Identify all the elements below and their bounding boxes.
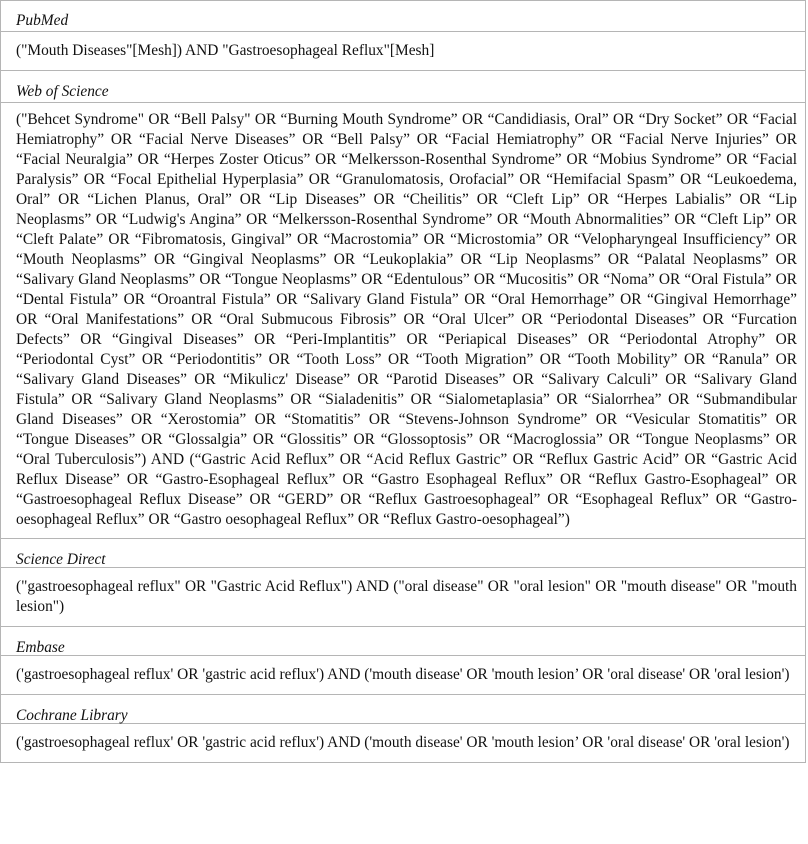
- table-row: [1, 539, 806, 568]
- query-cell: [1, 103, 806, 539]
- query-cell: [1, 32, 806, 71]
- database-name: Science Direct: [16, 551, 106, 568]
- table-row: [1, 627, 806, 656]
- search-query: ("gastroesophageal reflux" OR "Gastric Acid Reflux") AND ("oral disease" OR "oral lesion" OR "mouth disease" OR "mouth lesion"): [16, 578, 797, 615]
- table-row: [1, 71, 806, 103]
- search-query: ('gastroesophageal reflux' OR 'gastric acid reflux') AND ('mouth disease' OR 'mouth lesion’ OR 'oral disease' OR 'oral lesion'): [16, 734, 790, 751]
- database-name: Cochrane Library: [16, 707, 128, 724]
- table-row: [1, 695, 806, 724]
- search-query: ("Mouth Diseases"[Mesh]) AND "Gastroesophageal Reflux"[Mesh]: [16, 42, 435, 59]
- table-row: [1, 656, 806, 695]
- query-cell: [1, 656, 806, 695]
- table-row: [1, 568, 806, 627]
- table-row: [1, 32, 806, 71]
- search-query: ("Behcet Syndrome" OR “Bell Palsy" OR “Burning Mouth Syndrome” OR “Candidiasis, Oral” OR “Dry Socket” OR “Facial Hemiatrophy” OR “Facial Nerve Diseases” OR “Bell Palsy” OR “Facial Hemiatrophy” OR “Facial Nerve Injuries” OR “Facial Neuralgia” OR “Herpes Zoster Oticus” OR “Melkersson-Rosenthal Syndrome” OR “Mobius Syndrome” OR “Facial Paralysis” OR “Focal Epithelial Hyperplasia” OR “Granulomatosis, Orofacial” OR “Hemifacial Spasm” OR “Leukoedema, Oral” OR “Lichen Planus, Oral” OR “Lip Diseases” OR “Cheilitis” OR “Cleft Lip” OR “Herpes Labialis” OR “Lip Neoplasms” OR “Ludwig's Angina” OR “Melkersson-Rosenthal Syndrome” OR “Mouth Abnormalities” OR “Cleft Lip” OR “Cleft Palate” OR “Fibromatosis, Gingival” OR “Macrostomia” OR “Microstomia” OR “Velopharyngeal Insufficiency” OR “Mouth Neoplasms” OR “Gingival Neoplasms” OR “Leukoplakia” OR “Lip Neoplasms” OR “Palatal Neoplasms” OR “Salivary Gland Neoplasms” OR “Tongue Neoplasms” OR “Edentulous” OR “Mucositis” OR “Noma” OR “Oral Fistula” OR “Dental Fistula” OR “Oroantral Fistula” OR “Salivary Gland Fistula” OR “Oral Hemorrhage” OR “Gingival Hemorrhage” OR “Oral Manifestations” OR “Oral Submucous Fibrosis” OR “Oral Ulcer” OR “Periodontal Diseases” OR “Furcation Defects” OR “Gingival Diseases” OR “Peri-Implantitis” OR “Periapical Diseases” OR “Periodontal Atrophy” OR “Periodontal Cyst” OR “Periodontitis” OR “Tooth Loss” OR “Tooth Migration” OR “Tooth Mobility” OR “Ranula” OR “Salivary Gland Diseases” OR “Mikulicz' Disease” OR “Parotid Diseases” OR “Salivary Calculi” OR “Salivary Gland Fistula” OR “Salivary Gland Neoplasms” OR “Sialadenitis” OR “Sialometaplasia” OR “Sialorrhea” OR “Submandibular Gland Diseases” OR “Xerostomia” OR “Stomatitis” OR “Stevens-Johnson Syndrome” OR “Vesicular Stomatitis” OR “Tongue Diseases” OR “Glossalgia” OR “Glossitis” OR “Glossoptosis” OR “Macroglossia” OR “Tongue Neoplasms” OR “Oral Tuberculosis”) AND (“Gastric Acid Reflux” OR “Acid Reflux Gastric” OR “Reflux Gastric Acid” OR “Gastric Acid Reflux Disease” OR “Gastro-Esophageal Reflux” OR “Gastro Esophageal Reflux” OR “Reflux Gastro-Esophageal” OR “Gastroesophageal Reflux Disease” OR “GERD” OR “Reflux Gastroesophageal” OR “Esophageal Reflux” OR “Gastro- oesophageal Reflux” OR “Gastro oesophageal Reflux” OR “Reflux Gastro-oesophageal”): [16, 111, 797, 528]
- database-name-cell: [1, 627, 806, 656]
- table-row: [1, 103, 806, 539]
- database-name: PubMed: [16, 12, 69, 29]
- search-query: ('gastroesophageal reflux' OR 'gastric acid reflux') AND ('mouth disease' OR 'mouth lesion’ OR 'oral disease' OR 'oral lesion'): [16, 666, 790, 683]
- table-row: [1, 724, 806, 763]
- database-name-cell: [1, 539, 806, 568]
- database-name: Embase: [16, 639, 65, 656]
- database-name-cell: [1, 1, 806, 32]
- table-row: [1, 1, 806, 32]
- query-cell: [1, 568, 806, 627]
- database-name-cell: [1, 71, 806, 103]
- query-cell: [1, 724, 806, 763]
- database-name-cell: [1, 695, 806, 724]
- database-name: Web of Science: [16, 83, 109, 100]
